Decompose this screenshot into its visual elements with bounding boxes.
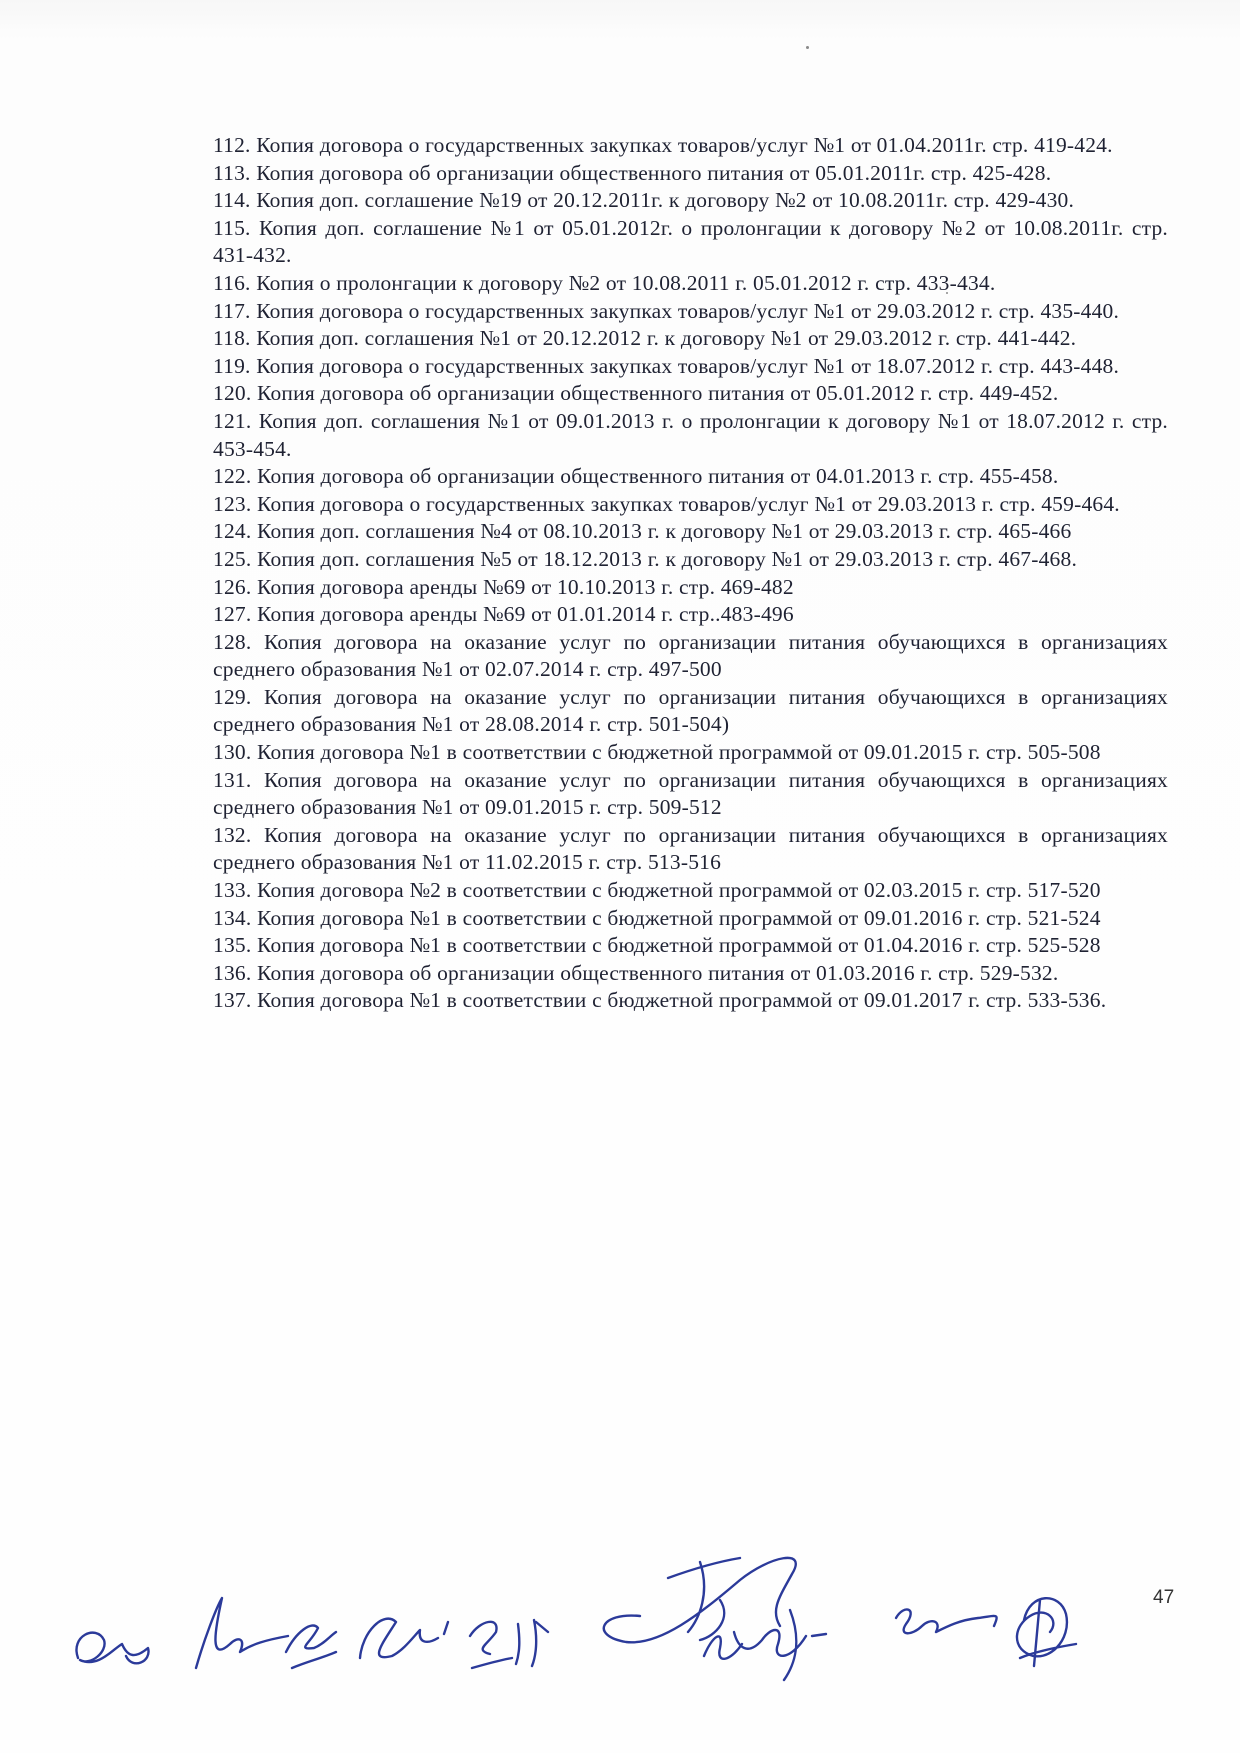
signature-8-circle xyxy=(1017,1598,1076,1666)
signature-4 xyxy=(360,1619,448,1658)
list-item: 113. Копия договора об организации общественного питания от 05.01.2011г. стр. 425-428. xyxy=(213,160,1052,185)
signature-6 xyxy=(604,1558,796,1642)
list-item: 130. Копия договора №1 в соответствии с бюджетной программой от 09.01.2015 г. стр. 505-508 xyxy=(213,740,1101,765)
list-item: 120. Копия договора об организации общественного питания от 05.01.2012 г. стр. 449-452. xyxy=(213,381,1059,406)
list-item: 125. Копия доп. соглашения №5 от 18.12.2013 г. к договору №1 от 29.03.2013 г. стр. 467-468. xyxy=(213,546,1078,571)
signature-3 xyxy=(286,1625,336,1668)
list-item: 133. Копия договора №2 в соответствии с бюджетной программой от 02.03.2015 г. стр. 517-520 xyxy=(213,878,1101,903)
page-number: 47 xyxy=(1153,1587,1175,1608)
list-item: 112. Копия договора о государственных закупках товаров/услуг №1 от 01.04.2011г. стр. 419-424. xyxy=(213,133,1113,157)
signature-1 xyxy=(76,1633,148,1664)
list-item: 116. Копия о пролонгации к договору №2 от 10.08.2011 г. 05.01.2012 г. стр. 433-434. xyxy=(213,270,996,295)
list-item: 121. Копия доп. соглашения №1 от 09.01.2013 г. о пролонгации к договору №1 от 18.07.2012 г. стр. 453-454. xyxy=(213,408,1168,461)
signature-2 xyxy=(196,1598,288,1668)
list-item: 129. Копия договора на оказание услуг по организации питания обучающихся в организациях среднего образования №1 от 28.08.2014 г. стр. 501-504) xyxy=(213,684,1168,737)
list-item: 135. Копия договора №1 в соответствии с бюджетной программой от 01.04.2016 г. стр. 525-528 xyxy=(213,933,1101,958)
list-item: 128. Копия договора на оказание услуг по организации питания обучающихся в организациях среднего образования №1 от 02.07.2014 г. стр. 497-500 xyxy=(213,629,1168,682)
list-item: 137. Копия договора №1 в соответствии с бюджетной программой от 09.01.2017 г. стр. 533-536. xyxy=(213,988,1107,1013)
signatures-area xyxy=(0,1540,1240,1753)
list-item: 122. Копия договора об организации общественного питания от 04.01.2013 г. стр. 455-458. xyxy=(213,464,1059,489)
list-item: 126. Копия договора аренды №69 от 10.10.2013 г. стр. 469-482 xyxy=(213,574,794,599)
list-item: 132. Копия договора на оказание услуг по организации питания обучающихся в организациях среднего образования №1 от 11.02.2015 г. стр. 513-516 xyxy=(213,822,1168,875)
list-item: 115. Копия доп. соглашение №1 от 05.01.2012г. о пролонгации к договору №2 от 10.08.2011г. стр. 431-432. xyxy=(213,215,1168,268)
list-item: 127. Копия договора аренды №69 от 01.01.2014 г. стр..483-496 xyxy=(213,602,794,627)
signature-5 xyxy=(470,1620,548,1668)
list-item: 119. Копия договора о государственных закупках товаров/услуг №1 от 18.07.2012 г. стр. 443-448. xyxy=(213,353,1120,378)
list-item: 117. Копия договора о государственных закупках товаров/услуг №1 от 29.03.2012 г. стр. 435-440. xyxy=(213,298,1120,323)
scan-speck xyxy=(806,46,809,49)
list-item: 131. Копия договора на оказание услуг по организации питания обучающихся в организациях среднего образования №1 от 09.01.2015 г. стр. 509-512 xyxy=(213,767,1168,820)
list-item: 118. Копия доп. соглашения №1 от 20.12.2012 г. к договору №1 от 29.03.2012 г. стр. 441-442. xyxy=(213,326,1077,351)
list-item: 136. Копия договора об организации общественного питания от 01.03.2016 г. стр. 529-532. xyxy=(213,960,1059,985)
list-item: 124. Копия доп. соглашения №4 от 08.10.2013 г. к договору №1 от 29.03.2013 г. стр. 465-466 xyxy=(213,519,1072,544)
document-list xyxy=(213,132,1168,1015)
signature-8 xyxy=(896,1609,997,1633)
list-item: 123. Копия договора о государственных закупках товаров/услуг №1 от 29.03.2013 г. стр. 459-464. xyxy=(213,491,1120,516)
list-item: 134. Копия договора №1 в соответствии с бюджетной программой от 09.01.2016 г. стр. 521-524 xyxy=(213,905,1101,930)
list-item: 114. Копия доп. соглашение №19 от 20.12.2011г. к договору №2 от 10.08.2011г. стр. 429-430. xyxy=(213,188,1075,213)
